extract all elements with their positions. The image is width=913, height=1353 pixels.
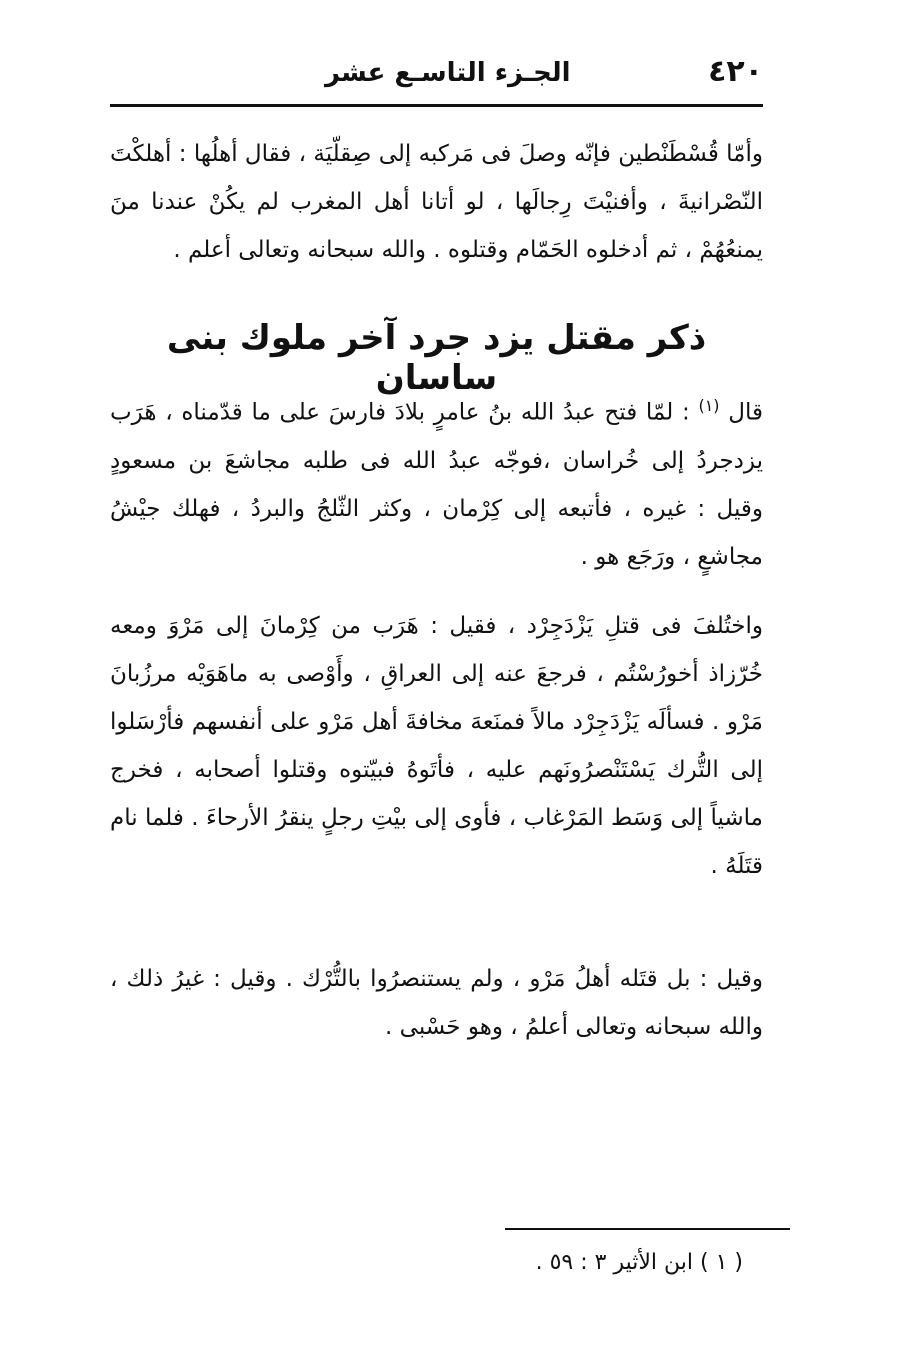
paragraph-text: وأمّا قُسْطَنْطين فإنّه وصلَ فى مَركبه إلى صِقلّيَة ، فقال أهلُها : أهلكْتَ النّصْرانيةَ ، وأفنيْتَ رِجالَها ، لو أتانا أهل المغرب لم يكُنْ عندنا منَ يمنعُهُمْ ، ثم أدخلوه الحَمّام وقتلوه . والله سبحانه وتعالى أعلم .: [110, 141, 763, 263]
page-header: [110, 50, 763, 102]
footnote-marker: (١): [698, 396, 720, 415]
page-number: ٤٢٠: [708, 54, 763, 89]
paragraph-3: [110, 602, 763, 890]
section-title: ذكر مقتل يزد جرد آخر ملوك بنى ساسان: [166, 318, 707, 398]
paragraph-rest: : لمّا فتح عبدُ الله بنُ عامرٍ بلادَ فارسَ على ما قدّمناه ، هَرَب يزدجردُ إلى خُراسان ،فوجّه عبدُ الله فى طلبه مجاشعَ بن مسعودٍ وقيل : غيره ، فأتبعه إلى كِرْمان ، وكثر الثّلجُ والبردُ ، فهلك جيْشُ مجاشعٍ ، ورَجَع هو .: [110, 399, 763, 570]
header-rule: [110, 104, 763, 107]
paragraph-text: [110, 382, 763, 581]
running-head: الجـزء التاسـع عشر: [325, 58, 571, 88]
paragraph-text: واختُلفَ فى قتلِ يَزْدَجِرْد ، فقيل : هَرَب من كِرْمانَ إلى مَرْوَ ومعه خُرّزاذ أخورُسْتُم ، فرجعَ عنه إلى العراقِ ، وأَوْصى به ماهَوَيْه مرزُبانَ مَرْو . فسألَه يَزْدَجِرْد مالاً فمنَعهَ مخافةَ أهل مَرْو على أنفسهم فأرْسَلوا إلى التُّرك يَسْتَنْصرُونَهم عليه ، فأتَوهُ فبيّتوه وقتلوا أصحابه ، فخرج ماشياً إلى وَسَط المَرْغاب ، فأوى إلى بيْتِ رجلٍ ينقرُ الأرحاءَ . فلما نام قتَلَهُ .: [110, 613, 763, 879]
paragraph-1: [110, 130, 763, 274]
footnote: ( ١ ) ابن الأثير ٣ : ٥٩ .: [535, 1250, 743, 1275]
paragraph-2: [110, 382, 763, 581]
paragraph-text: وقيل : بل قتَله أهلُ مَرْو ، ولم يستنصرُوا بالتُّرْك . وقيل : غيرُ ذلك ، والله سبحانه وتعالى أعلمُ ، وهو حَسْبى .: [110, 966, 763, 1040]
paragraph-lead: قال: [728, 399, 763, 426]
footnote-rule: [505, 1228, 790, 1230]
paragraph-4: [110, 955, 763, 1051]
